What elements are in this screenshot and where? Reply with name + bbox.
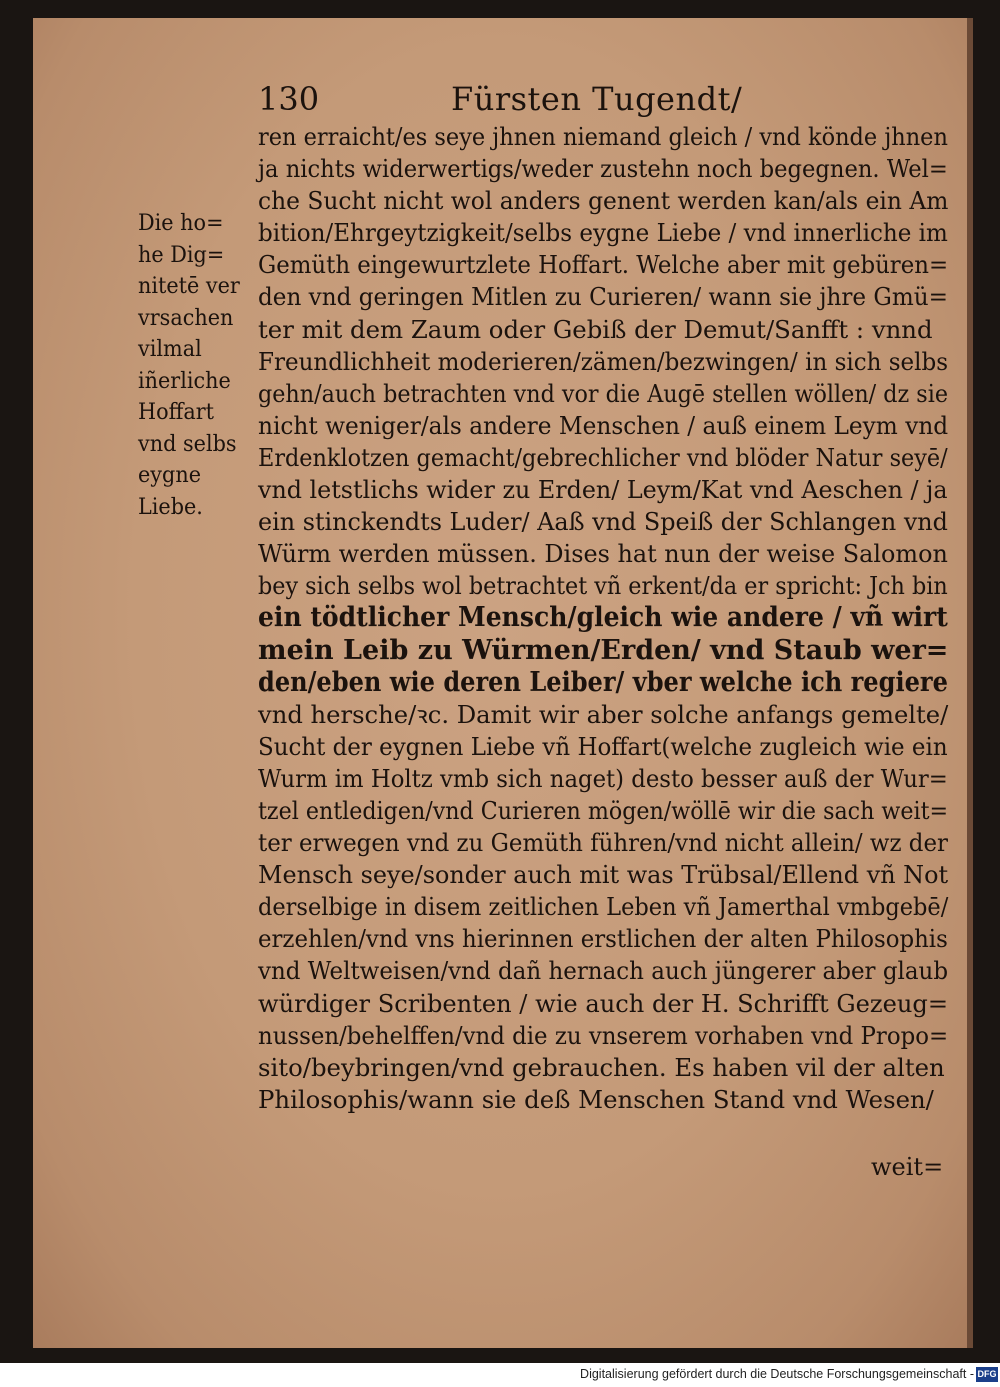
- text-line: che Sucht nicht wol anders genent werden kan/als ein Am: [258, 187, 949, 216]
- margin-note-line: Hoffart: [138, 400, 215, 425]
- text-line: Sucht der eygnen Liebe vñ Hoffart(welche zugleich wie ein: [258, 732, 948, 761]
- emphasized-text-line: den/eben wie deren Leiber/ vber welche ich regiere: [258, 666, 948, 698]
- text-line: sito/beybringen/vnd gebrauchen. Es haben vil der alten: [258, 1053, 945, 1082]
- text-line: ter erwegen vnd zu Gemüth führen/vnd nicht allein/ wz der: [258, 829, 948, 858]
- text-line: Philosophis/wann sie deß Menschen Stand vnd Wesen/: [258, 1085, 934, 1114]
- book-page: [33, 18, 973, 1348]
- text-line: ja nichts widerwertigs/weder zustehn noch begegnen. Wel=: [258, 155, 948, 184]
- text-line: vnd hersche/ꝛc. Damit wir aber solche anfangs gemelte/: [258, 700, 949, 729]
- margin-note-line: Liebe.: [138, 494, 203, 520]
- text-line: ter mit dem Zaum oder Gebiß der Demut/Sanfft : vnnd: [258, 315, 933, 344]
- text-line: bey sich selbs wol betrachtet vñ erkent/da er spricht: Jch bin: [258, 572, 948, 601]
- marginal-note: [138, 208, 263, 523]
- text-line: vnd letstlichs wider zu Erden/ Leym/Kat vnd Aeschen / ja: [258, 476, 948, 505]
- text-line: Würm werden müssen. Dises hat nun der weise Salomon: [258, 540, 948, 569]
- text-line: nicht weniger/als andere Menschen / auß einem Leym vnd: [258, 411, 949, 440]
- margin-note-line: he Dig=: [138, 242, 225, 268]
- text-line: tzel entledigen/vnd Curieren mögen/wöllē wir die sach weit=: [258, 796, 949, 825]
- catchword: weit=: [871, 1153, 944, 1181]
- page-number: 130: [258, 80, 320, 118]
- text-line: ein stinckendts Luder/ Aaß vnd Speiß der Schlangen vnd: [258, 508, 948, 537]
- text-line: gehn/auch betrachten vnd vor die Augē stellen wöllen/ dz sie: [258, 379, 949, 408]
- text-line: bition/Ehrgeytzigkeit/selbs eygne Liebe / vnd innerliche im: [258, 219, 948, 248]
- running-title: Fürsten Tugendt/: [451, 80, 743, 118]
- text-line: ren erraicht/es seye jhnen niemand gleich / vnd könde jhnen: [258, 123, 948, 151]
- funding-notice: Digitalisierung gefördert durch die Deutsche Forschungsgemeinschaft -: [580, 1367, 974, 1381]
- text-line: Mensch seye/sonder auch mit was Trübsal/Ellend vñ Not: [258, 861, 949, 890]
- emphasized-text-line: ein tödtlicher Mensch/gleich wie andere / vñ wirt: [258, 602, 948, 634]
- text-line: erzehlen/vnd vns hierinnen erstlichen der alten Philosophis: [258, 925, 948, 954]
- text-line: würdiger Scribenten / wie auch der H. Schrifft Gezeug=: [258, 989, 949, 1018]
- text-line: den vnd geringen Mitlen zu Curieren/ wann sie jhre Gmü=: [258, 283, 949, 312]
- footer-bar: [0, 1363, 1000, 1387]
- body-text: [258, 121, 949, 1116]
- page-header: [33, 80, 967, 120]
- emphasized-text-line: mein Leib zu Würmen/Erden/ vnd Staub wer=: [258, 634, 949, 666]
- dfg-logo-icon: DFG: [976, 1367, 998, 1382]
- margin-note-line: nitetē ver: [138, 274, 240, 299]
- margin-note-line: iñerliche: [138, 368, 231, 394]
- margin-note-line: vrsachen: [138, 305, 234, 331]
- margin-note-line: eygne: [138, 463, 201, 488]
- text-line: vnd Weltweisen/vnd dañ hernach auch jüngerer aber glaub: [258, 957, 949, 986]
- text-line: Freundlichheit moderieren/zämen/bezwingen/ in sich selbs: [258, 347, 949, 376]
- text-line: nussen/behelffen/vnd die zu vnserem vorhaben vnd Propo=: [258, 1021, 949, 1050]
- text-line: Erdenklotzen gemacht/gebrechlicher vnd blöder Natur seyē/: [258, 443, 948, 472]
- margin-note-line: Die ho=: [138, 211, 224, 236]
- margin-note-line: vilmal: [138, 337, 202, 362]
- text-line: Gemüth eingewurtzlete Hoffart. Welche aber mit gebüren=: [258, 251, 949, 280]
- text-line: derselbige in disem zeitlichen Leben vñ Jamerthal vmbgebē/: [258, 893, 949, 922]
- text-line: Wurm im Holtz vmb sich naget) desto besser auß der Wur=: [258, 764, 948, 793]
- margin-note-line: vnd selbs: [138, 431, 237, 457]
